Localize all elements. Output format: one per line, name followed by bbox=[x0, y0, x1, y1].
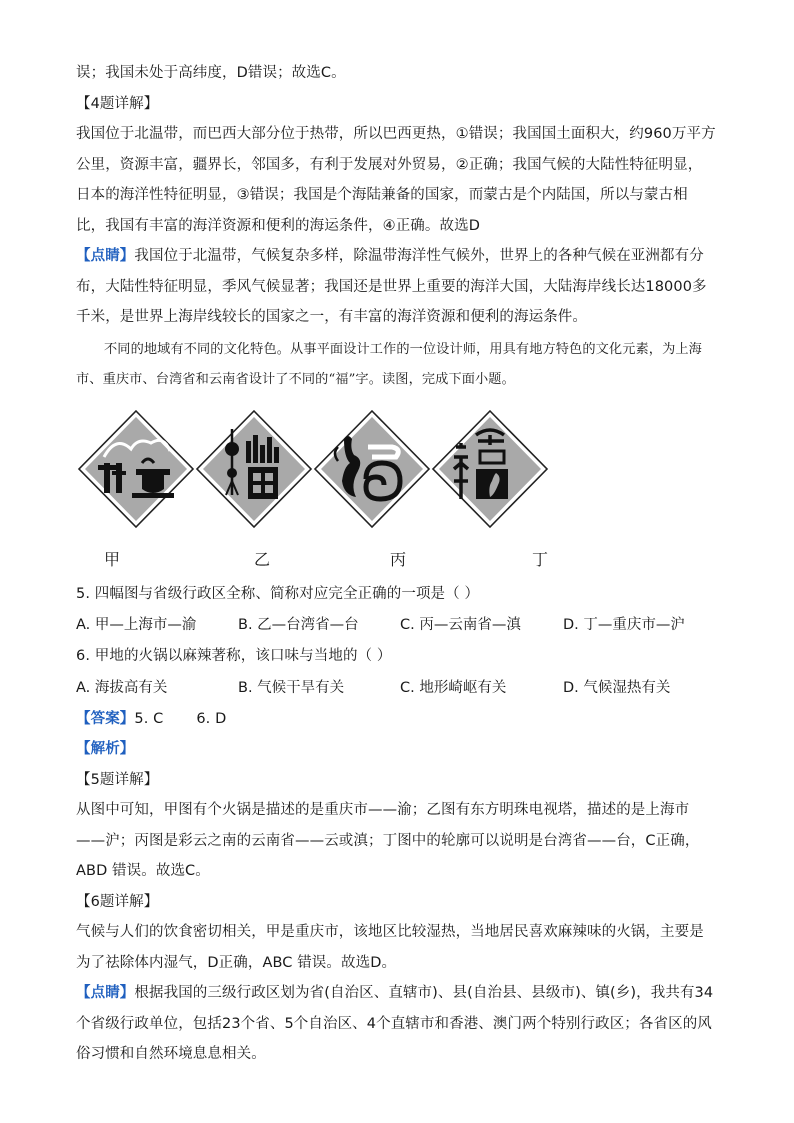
text-line: 误；我国未处于高纬度，D错误；故选C。 bbox=[76, 65, 346, 81]
question-intro: 不同的地域有不同的文化特色。从事平面设计工作的一位设计师，用具有地方特色的文化元素，为上海市、重庆市、台湾省和云南省设计了不同的“福”字。读图，完成下面小题。 bbox=[76, 341, 702, 387]
figure-labels bbox=[76, 545, 716, 579]
dianjing2-body: 根据我国的三级行政区划为省(自治区、直辖市)、县(自治县、县级市)、镇(乡)，我共有34个省级行政单位，包括23个省、5个自治区、4个直辖市和香港、澳门两个特别行政区；各省区的风俗习惯和自然环境息息相关。 bbox=[76, 985, 714, 1062]
label-ding: 丁 bbox=[532, 549, 549, 569]
q5-option-d: D. 丁—重庆市—沪 bbox=[563, 617, 685, 633]
diamond-bing bbox=[315, 411, 429, 527]
q5-options bbox=[76, 609, 716, 641]
label-bing: 丙 bbox=[390, 549, 407, 569]
q5-stem: 5. 四幅图与省级行政区全称、简称对应完全正确的一项是（ ） bbox=[76, 585, 480, 602]
fu-character-figure bbox=[76, 407, 716, 545]
diamond-jia bbox=[79, 411, 193, 527]
q5-option-c: C. 丙—云南省—滇 bbox=[400, 617, 521, 633]
q6-detail-heading: 【6题详解】 bbox=[76, 893, 159, 910]
analysis-label: 【解析】 bbox=[76, 741, 135, 757]
q6-detail-body: 气候与人们的饮食密切相关，甲是重庆市，该地区比较湿热，当地居民喜欢麻辣味的火锅，主要是为了祛除体内湿气，D正确，ABC 错误。故选D。 bbox=[76, 924, 704, 971]
q6-option-c: C. 地形崎岖有关 bbox=[400, 679, 507, 696]
q4-body: 我国位于北温带，而巴西大部分位于热带，所以巴西更热，①错误；我国国土面积大，约960万平方公里，资源丰富，疆界长，邻国多，有利于发展对外贸易，②正确；我国气候的大陆性特征明显，日本的海洋性特征明显，③错误；我国是个海陆兼备的国家，而蒙古是个内陆国，所以与蒙古相比，我国有丰富的海洋资源和便利的海运条件，④正确。故选D bbox=[76, 126, 716, 234]
fu-diamonds-svg bbox=[76, 407, 716, 545]
q5-option-b: B. 乙—台湾省—台 bbox=[238, 617, 359, 633]
answer-label: 【答案】 bbox=[76, 710, 135, 727]
q5-detail-body: 从图中可知，甲图有个火锅是描述的是重庆市——渝；乙图有东方明珠电视塔，描述的是上海市——沪；丙图是彩云之南的云南省——云或滇；丁图中的轮廓可以说明是台湾省——台，C正确，ABD 错误。故选C。 bbox=[76, 802, 700, 879]
diamond-ding bbox=[433, 411, 547, 527]
dianjing-label: 【点睛】 bbox=[76, 248, 135, 264]
q6-option-b: B. 气候干旱有关 bbox=[238, 679, 345, 696]
answer-body: 5. C 6. D bbox=[134, 710, 227, 727]
q6-option-a: A. 海拔高有关 bbox=[76, 679, 168, 696]
label-jia: 甲 bbox=[104, 549, 121, 569]
q4-heading: 【4题详解】 bbox=[76, 95, 159, 112]
q5-option-a: A. 甲—上海市—渝 bbox=[76, 617, 197, 633]
q6-option-d: D. 气候湿热有关 bbox=[563, 679, 671, 696]
q6-stem: 6. 甲地的火锅以麻辣著称，该口味与当地的（ ） bbox=[76, 648, 392, 664]
answer-line bbox=[76, 704, 716, 735]
q6-options bbox=[76, 672, 716, 704]
diamond-yi bbox=[197, 411, 311, 527]
document-page bbox=[76, 58, 716, 1070]
dianjing-2 bbox=[76, 978, 716, 1070]
label-yi: 乙 bbox=[254, 549, 271, 569]
dianjing-body: 我国位于北温带，气候复杂多样，除温带海洋性气候外，世界上的各种气候在亚洲都有分布，大陆性特征明显，季风气候显著；我国还是世界上重要的海洋大国，大陆海岸线长达18000多千米，是世界上海岸线较长的国家之一，有丰富的海洋资源和便利的海运条件。 bbox=[76, 248, 707, 325]
dianjing2-label: 【点睛】 bbox=[76, 985, 135, 1001]
q5-detail-heading: 【5题详解】 bbox=[76, 771, 159, 788]
dianjing-1 bbox=[76, 241, 716, 333]
